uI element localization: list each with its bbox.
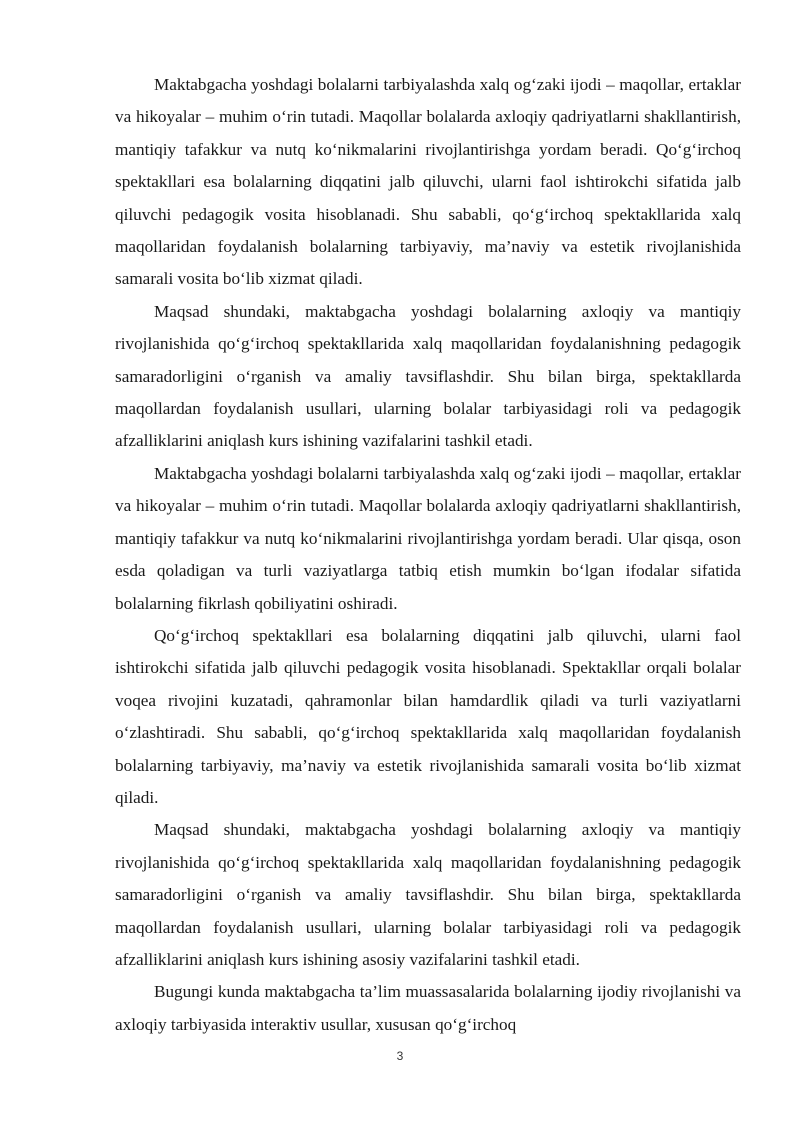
paragraph-2: Maqsad shundaki, maktabgacha yoshdagi bolalarning axloqiy va mantiqiy rivojlanishida qo‘g‘irchoq spektakllarida xalq maqollaridan foydalanishning pedagogik samaradorligini o‘rganish va amaliy tavsiflashdir. Shu bilan birga, spektakllarda maqollardan foydalanish usullari, ularning bolalar tarbiyasidagi roli va pedagogik afzalliklarini aniqlash kurs ishining vazifalarini tashkil etadi. xyxy=(115,301,741,451)
document-body xyxy=(115,69,741,1041)
paragraph-1: Maktabgacha yoshdagi bolalarni tarbiyalashda xalq og‘zaki ijodi – maqollar, ertaklar va hikoyalar – muhim o‘rin tutadi. Maqollar bolalarda axloqiy qadriyatlarni shakllantirish, mantiqiy tafakkur va nutq ko‘nikmalarini rivojlantirishga yordam beradi. Qo‘g‘irchoq spektakllari esa bolalarning diqqatini jalb qiluvchi, ularni faol ishtirokchi sifatida jalb qiluvchi pedagogik vosita hisoblanadi. Shu sababli, qo‘g‘irchoq spektakllarida xalq maqollaridan foydalanish bolalarning tarbiyaviy, ma’naviy va estetik rivojlanishida samarali vosita bo‘lib xizmat qiladi. xyxy=(115,75,741,289)
paragraph-3: Maktabgacha yoshdagi bolalarni tarbiyalashda xalq og‘zaki ijodi – maqollar, ertaklar va hikoyalar – muhim o‘rin tutadi. Maqollar bolalarda axloqiy qadriyatlarni shakllantirish, mantiqiy tafakkur va nutq ko‘nikmalarini rivojlantirishga yordam beradi. Ular qisqa, oson esda qoladigan va turli vaziyatlarga tatbiq etish mumkin bo‘lgan ifodalar sifatida bolalarning fikrlash qobiliyatini oshiradi. xyxy=(115,463,741,613)
paragraph-4: Qo‘g‘irchoq spektakllari esa bolalarning diqqatini jalb qiluvchi, ularni faol ishtirokchi sifatida jalb qiluvchi pedagogik vosita hisoblanadi. Spektakllar orqali bolalar voqea rivojini kuzatadi, qahramonlar bilan hamdardlik qiladi va turli vaziyatlarni o‘zlashtiradi. Shu sababli, qo‘g‘irchoq spektakllarida xalq maqollaridan foydalanish bolalarning tarbiyaviy, ma’naviy va estetik rivojlanishida samarali vosita bo‘lib xizmat qiladi. xyxy=(115,625,741,807)
paragraph-6: Bugungi kunda maktabgacha ta’lim muassasalarida bolalarning ijodiy rivojlanishi va axloqiy tarbiyasida interaktiv usullar, xususan qo‘g‘irchoq xyxy=(115,982,741,1034)
paragraph-5: Maqsad shundaki, maktabgacha yoshdagi bolalarning axloqiy va mantiqiy rivojlanishida qo‘g‘irchoq spektakllarida xalq maqollaridan foydalanishning pedagogik samaradorligini o‘rganish va amaliy tavsiflashdir. Shu bilan birga, spektakllarda maqollardan foydalanish usullari, ularning bolalar tarbiyasidagi roli va pedagogik afzalliklarini aniqlash kurs ishining asosiy vazifalarini tashkil etadi. xyxy=(115,820,741,969)
page-number: 3 xyxy=(396,1049,404,1063)
